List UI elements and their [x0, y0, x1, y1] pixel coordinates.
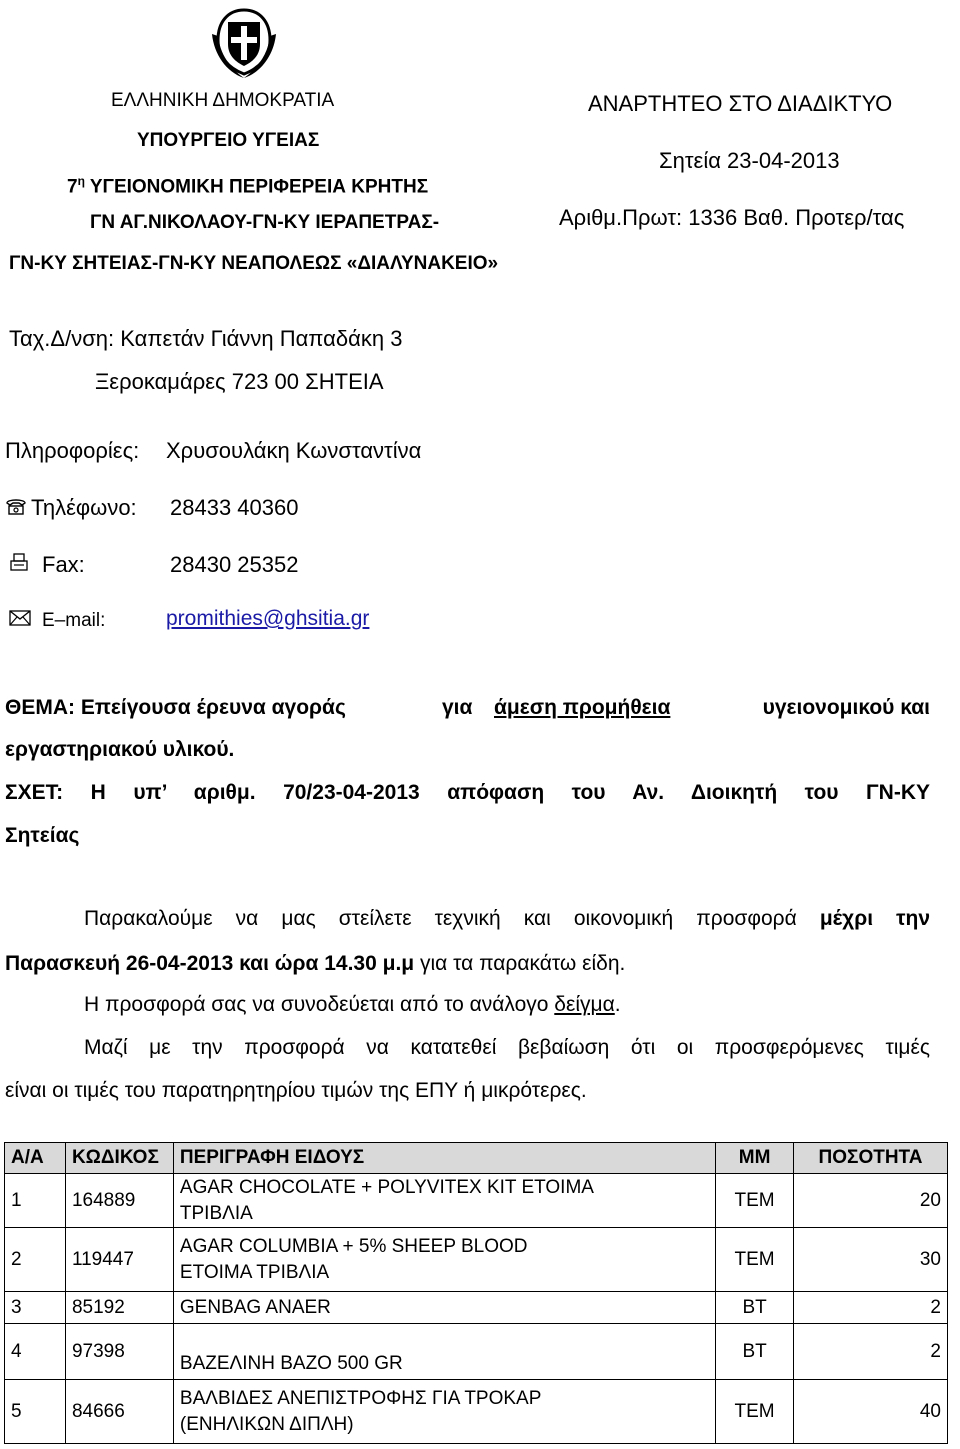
phone-value: 28433 40360: [170, 495, 299, 520]
paragraph-1-line-2: [5, 952, 625, 976]
cell-aa: 3: [5, 1292, 66, 1324]
cell-aa: 1: [5, 1174, 66, 1228]
description-line-1: AGAR COLUMBIA + 5% SHEEP BLOOD: [179, 1235, 528, 1257]
postal-city: Ξεροκαμάρες 723 00 ΣΗΤΕΙΑ: [95, 369, 384, 394]
paragraph-3-line-1: Μαζί με την προσφορά να κατατεθεί βεβαίωση ότι οι προσφερόμενες τιμές: [84, 1036, 930, 1059]
health-region-number: 7: [67, 176, 78, 198]
paragraph-2-end: .: [614, 993, 621, 1016]
subject-part-3: άμεση προμήθεια: [494, 696, 671, 719]
table-row: [5, 1174, 948, 1228]
envelope-icon: [9, 610, 42, 632]
fax-label: Fax:: [42, 552, 85, 577]
paragraph-2-text: Η προσφορά σας να συνοδεύεται από το ανάλογο: [84, 993, 555, 1016]
cell-code: 97398: [65, 1324, 173, 1380]
header-quantity: ΠΟΣΟΤΗΤΑ: [794, 1143, 948, 1174]
cell-quantity: 20: [794, 1174, 948, 1228]
info-value: Χρυσουλάκη Κωνσταντίνα: [166, 438, 422, 463]
email-link[interactable]: promithies@ghsitia.gr: [166, 607, 370, 630]
paragraph-3-line-2: είναι οι τιμές του παρατηρητηρίου τιμών της ΕΠΥ ή μικρότερες.: [5, 1079, 587, 1102]
description-line-2: (ΕΝΗΛΙΚΩΝ ΔΙΠΛΗ): [179, 1413, 354, 1435]
protocol-number: Αριθμ.Πρωτ: 1336 Βαθ. Προτερ/τας: [559, 205, 905, 230]
table-row: [5, 1324, 948, 1380]
cell-aa: 2: [5, 1228, 66, 1292]
info-label: Πληροφορίες:: [5, 438, 140, 463]
description-line-2: ΤΡΙΒΛΙΑ: [179, 1202, 253, 1224]
cell-quantity: 30: [794, 1228, 948, 1292]
fax-icon: [9, 552, 42, 578]
phone-label: Τηλέφωνο:: [31, 495, 137, 520]
health-region: [67, 174, 428, 198]
subject-part-2: για: [442, 696, 473, 719]
publish-notice: ΑΝΑΡΤΗΤΕΟ ΣΤΟ ΔΙΑΔΙΚΤΥΟ: [588, 91, 893, 116]
cell-description: [173, 1292, 715, 1324]
health-region-text: ΥΓΕΙΟΝΟΜΙΚΗ ΠΕΡΙΦΕΡΕΙΑ ΚΡΗΤΗΣ: [84, 176, 429, 198]
cell-description: [173, 1228, 715, 1292]
reference-line-1: ΣΧΕΤ: Η υπ’ αριθμ. 70/23-04-2013 απόφαση του Αν. Διοικητή του ΓΝ-ΚΥ: [5, 781, 930, 804]
hospital-line-1: ΓΝ ΑΓ.ΝΙΚΟΛΑΟΥ-ΓΝ-ΚΥ ΙΕΡΑΠΕΤΡΑΣ-: [90, 212, 440, 233]
cell-quantity: 2: [794, 1324, 948, 1380]
table-row: [5, 1380, 948, 1444]
telephone-icon: [5, 495, 31, 521]
cell-unit: ΤΕΜ: [716, 1228, 794, 1292]
header-unit: ΜΜ: [716, 1143, 794, 1174]
table-row: [5, 1292, 948, 1324]
email-label: E–mail:: [42, 610, 106, 631]
country-name: ΕΛΛΗΝΙΚΗ ΔΗΜΟΚΡΑΤΙΑ: [111, 90, 335, 111]
ministry-name: ΥΠΟΥΡΓΕΙΟ ΥΓΕΙΑΣ: [137, 130, 320, 151]
hospital-line-2: ΓΝ-ΚΥ ΣΗΤΕΙΑΣ-ΓΝ-ΚΥ ΝΕΑΠΟΛΕΩΣ «ΔΙΑΛΥΝΑΚΕΙΟ»: [9, 253, 499, 274]
cell-unit: ΤΕΜ: [716, 1174, 794, 1228]
subject-line: [5, 696, 930, 720]
paragraph-1-line-1: [84, 907, 930, 931]
description-line-1: GENBAG ANAER: [179, 1296, 331, 1318]
fax-value: 28430 25352: [170, 552, 299, 577]
cell-description: [173, 1324, 715, 1380]
cell-description: [173, 1174, 715, 1228]
table-row: [5, 1228, 948, 1292]
subject-part-4: υγειονομικού και: [762, 696, 930, 719]
header-aa: Α/Α: [5, 1143, 66, 1174]
document-date: Σητεία 23-04-2013: [659, 148, 840, 173]
subject-line-2: εργαστηριακού υλικού.: [5, 738, 235, 761]
cell-unit: ΒΤ: [716, 1292, 794, 1324]
paragraph-1-end: για τα παρακάτω είδη.: [414, 952, 626, 975]
greek-emblem-icon: [208, 4, 280, 80]
cell-unit: ΤΕΜ: [716, 1380, 794, 1444]
email-row: [9, 610, 105, 632]
paragraph-1-text: Παρακαλούμε να μας στείλετε τεχνική και οικονομική προσφορά: [84, 907, 820, 930]
reference-line-2: Σητείας: [5, 824, 80, 847]
cell-code: 85192: [65, 1292, 173, 1324]
cell-code: 84666: [65, 1380, 173, 1444]
description-line-1: ΒΑΛΒΙΔΕΣ ΑΝΕΠΙΣΤΡΟΦΗΣ ΓΙΑ ΤΡΟΚΑΡ: [179, 1387, 542, 1409]
table-header-row: [5, 1143, 948, 1174]
paragraph-1-deadline: Παρασκευή 26-04-2013 και ώρα 14.30 μ.μ: [5, 952, 415, 975]
cell-quantity: 2: [794, 1292, 948, 1324]
paragraph-2: [84, 993, 621, 1017]
header-description: ΠΕΡΙΓΡΑΦΗ ΕΙΔΟΥΣ: [173, 1143, 715, 1174]
cell-code: 164889: [65, 1174, 173, 1228]
description-line-1: AGAR CHOCOLATE + POLYVITEX KIT ΕΤΟΙΜΑ: [179, 1176, 594, 1198]
cell-description: [173, 1380, 715, 1444]
fax-row: [9, 552, 85, 578]
description-line-2: ΕΤΟΙΜΑ ΤΡΙΒΛΙΑ: [179, 1261, 330, 1283]
cell-code: 119447: [65, 1228, 173, 1292]
cell-unit: ΒΤ: [716, 1324, 794, 1380]
phone-row: [5, 495, 137, 521]
postal-address: Ταχ.Δ/νση: Καπετάν Γιάννη Παπαδάκη 3: [9, 326, 403, 351]
paragraph-2-sample: δείγμα: [554, 993, 615, 1016]
header-code: ΚΩΔΙΚΟΣ: [65, 1143, 173, 1174]
paragraph-1-deadline-start: μέχρι την: [819, 907, 930, 930]
cell-quantity: 40: [794, 1380, 948, 1444]
description-line-1: ΒΑΖΕΛΙΝΗ ΒΑΖΟ 500 GR: [179, 1353, 403, 1374]
cell-aa: 4: [5, 1324, 66, 1380]
items-table: [4, 1142, 948, 1444]
health-region-ordinal: η: [77, 174, 85, 188]
cell-aa: 5: [5, 1380, 66, 1444]
subject-part-1: ΘΕΜΑ: Επείγουσα έρευνα αγοράς: [5, 696, 346, 719]
